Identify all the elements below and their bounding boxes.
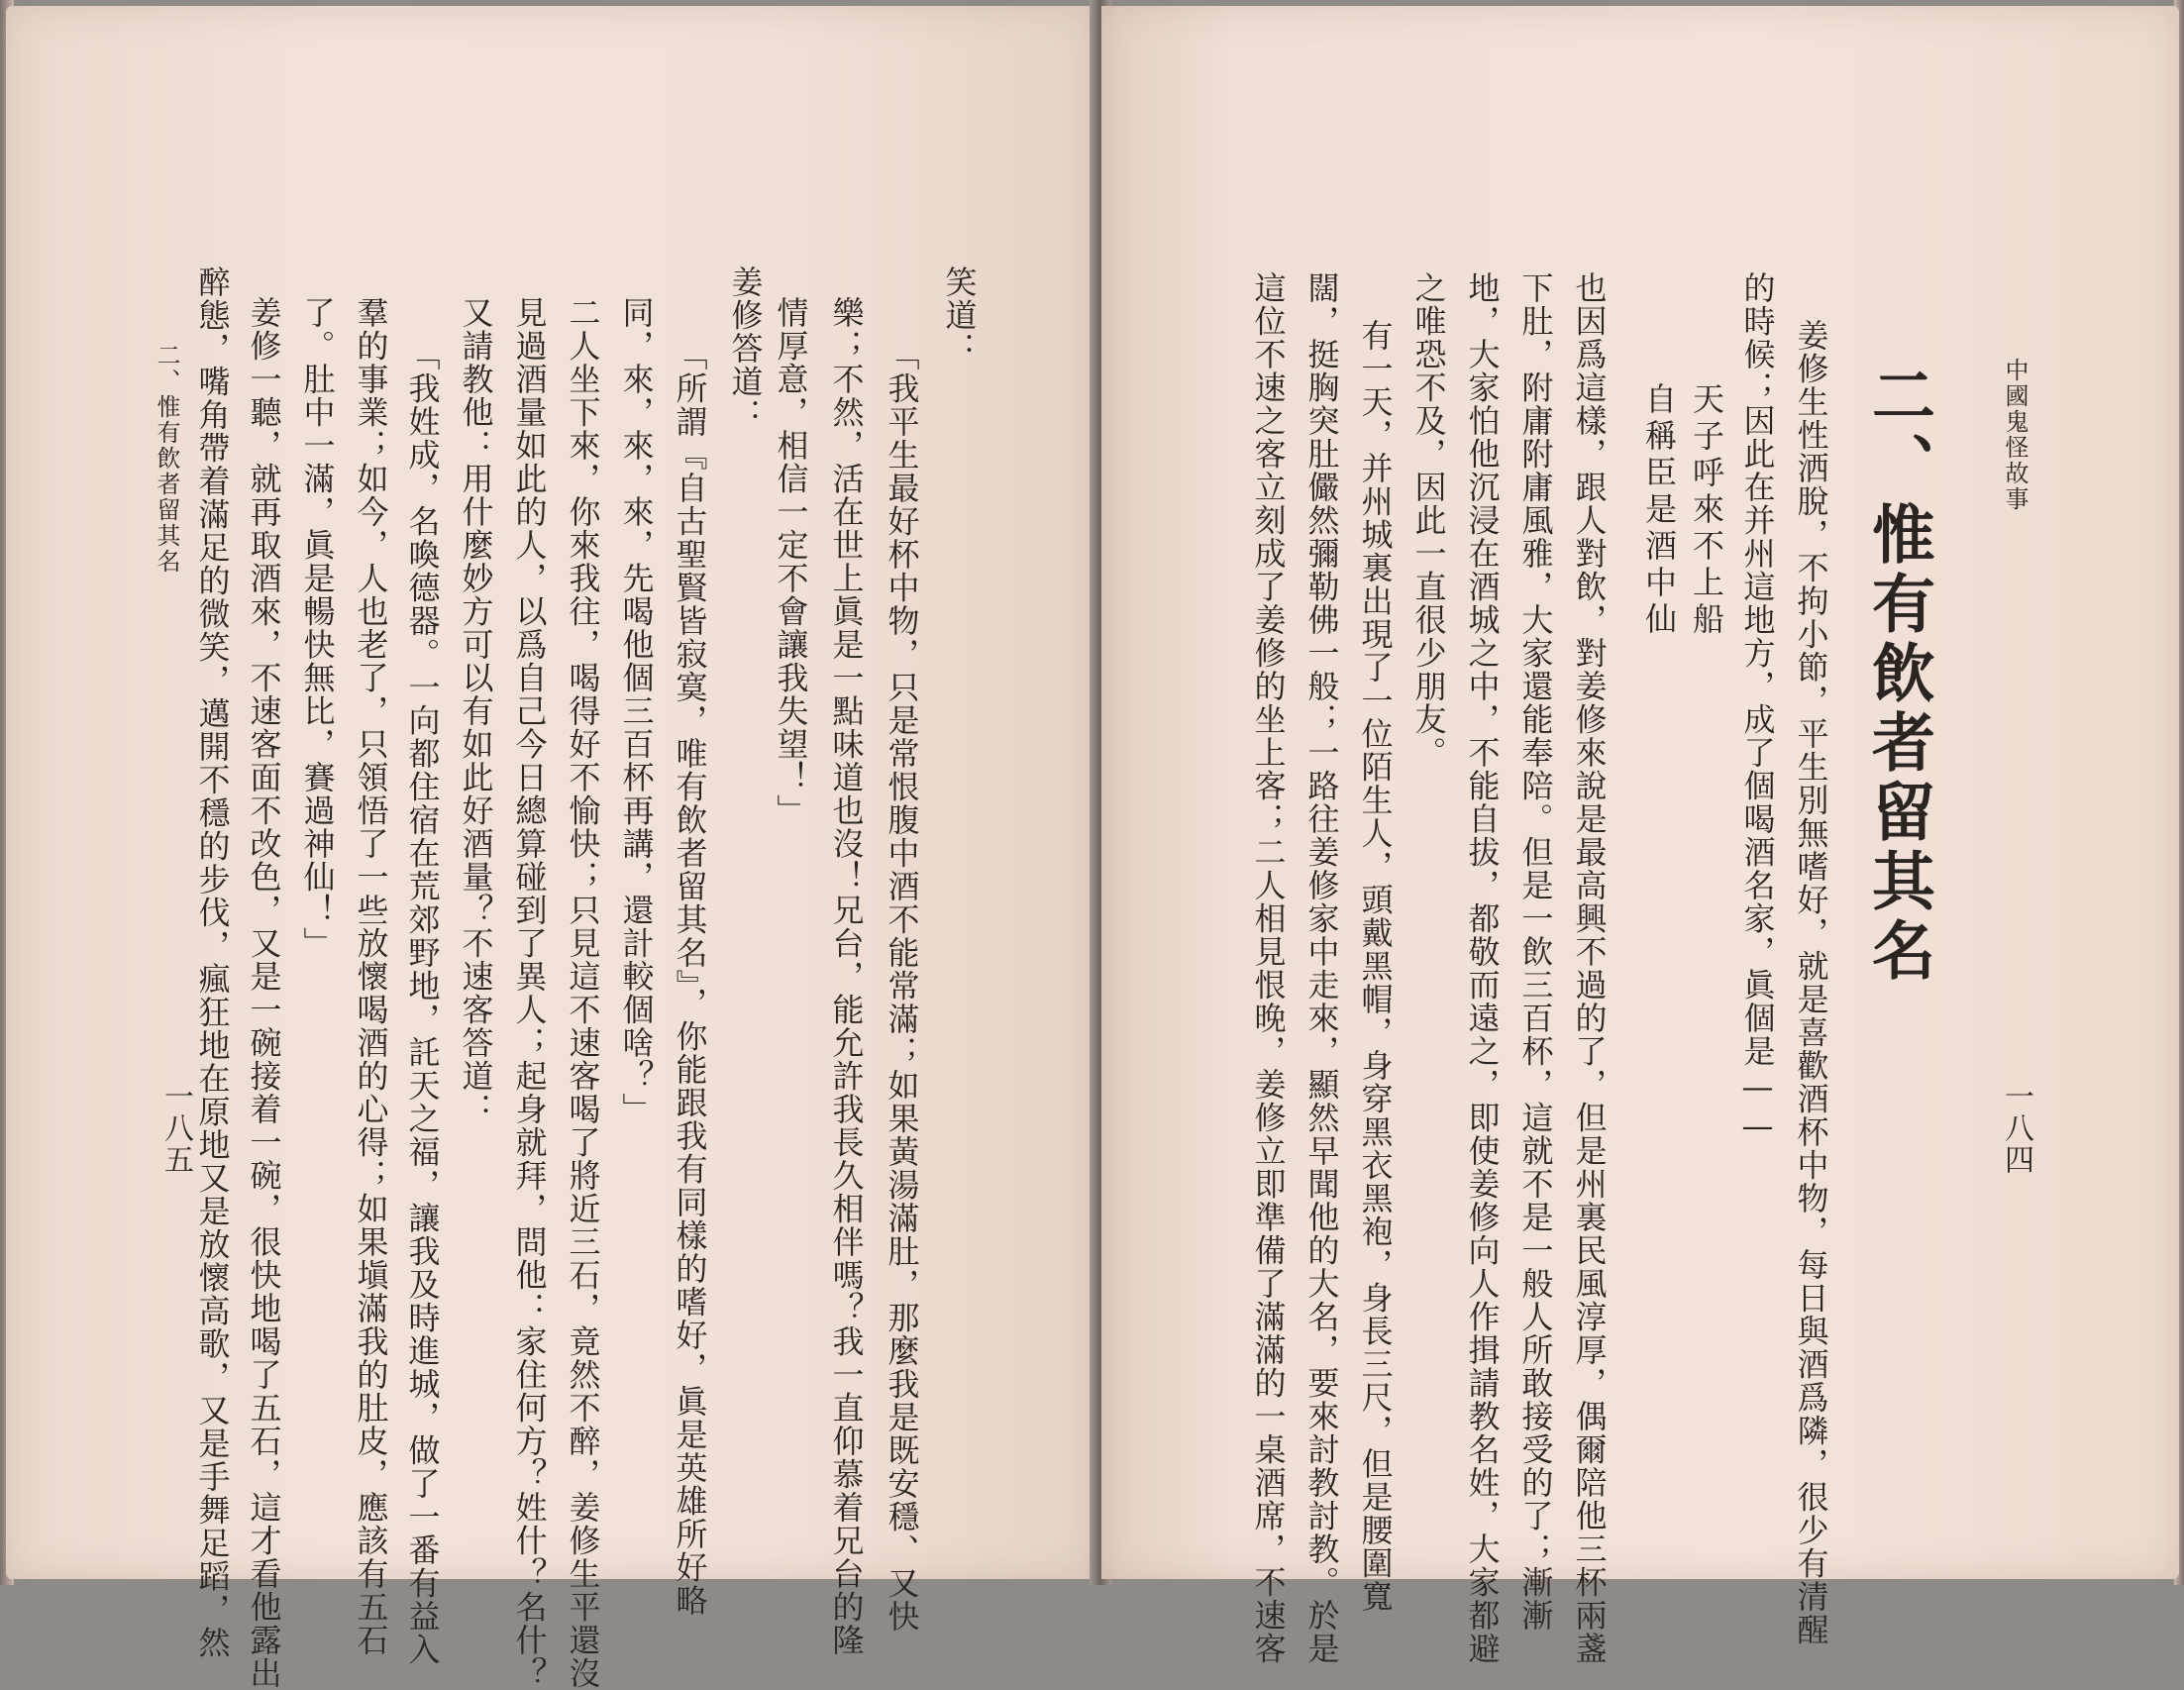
body-line: 也因爲這樣，跟人對飲，對姜修來說是最高興不過的了，但是州裏民風淳厚，偶爾陪他三杯兩盞 bbox=[1570, 271, 1609, 1665]
body-line: 下肚，附庸附庸風雅，大家還能奉陪。但是一飲三百杯，這就不是一般人所敢接受的了；漸漸 bbox=[1516, 271, 1555, 1633]
intro-line: 姜修生性洒脫，不拘小節，平生別無嗜好，就是喜歡酒杯中物，每日與酒爲隣，很少有清醒 bbox=[1792, 319, 1830, 1646]
body-line: 「我平生最好杯中物，只是常恨腹中酒不能常滿；如果黃湯滿肚，那麼我是既安穩、又快 bbox=[883, 339, 921, 1634]
page-number: 一八四 bbox=[1999, 1081, 2033, 1176]
body-line: 姜修答道： bbox=[726, 265, 765, 432]
poem-line: 天子呼來不上船 bbox=[1688, 382, 1725, 639]
body-line: 又請教他：用什麼妙方可以有如此好酒量？不速客答道： bbox=[457, 296, 495, 1126]
body-line: 之唯恐不及，因此一直很少朋友。 bbox=[1409, 271, 1448, 770]
page-number: 一八五 bbox=[158, 1081, 193, 1176]
body-line: 「我姓成，名喚德器。一向都住宿在荒郊野地，託天之福，讓我及時進城，做了一番有益入 bbox=[403, 339, 442, 1666]
body-line: 同，來，來，來，先喝他個三百杯再講，還計較個啥？」 bbox=[617, 296, 656, 1126]
body-line: 有一天，并州城裏出現了一位陌生人，頭戴黑帽，身穿黑衣黑袍，身長三尺，但是腰圍寬 bbox=[1356, 319, 1395, 1614]
body-line: 姜修一聽，就再取酒來，不速客面不改色，又是一碗接着一碗，很快地喝了五石，這才看他露出 bbox=[245, 296, 283, 1690]
poem-line: 自稱臣是酒中仙 bbox=[1640, 382, 1678, 639]
body-line: 地，大家怕他沉浸在酒城之中，不能自拔，都敬而遠之，即使姜修向人作揖請教名姓，大家都避 bbox=[1463, 271, 1502, 1665]
body-line: 這位不速之客立刻成了姜修的坐上客；二人相見恨晚，姜修立即準備了滿滿的一桌酒席，不速客 bbox=[1249, 271, 1288, 1665]
body-line: 情厚意，相信一定不會讓我失望！」 bbox=[772, 296, 810, 827]
chapter-title: 二、惟有飲者留其名 bbox=[1861, 363, 1934, 987]
body-line: 羣的事業；如今，人也老了，只領悟了一些放懷喝酒的心得；如果塡滿我的肚皮，應該有五石 bbox=[352, 296, 390, 1657]
running-footer: 二、惟有飲者留其名 bbox=[153, 343, 180, 575]
body-line: 了。肚中一滿，眞是暢快無比，賽過神仙！」 bbox=[298, 296, 337, 960]
body-line: 樂；不然，活在世上眞是一點味道也沒！兄台，能允許我長久相伴嗎？我一直仰慕着兄台的隆 bbox=[827, 296, 866, 1657]
left-page bbox=[6, 6, 1095, 1690]
body-line: 闊，挺胸突肚儼然彌勒佛一般；一路往姜修家中走來，顯然早聞他的大名，要來討教討教。於是 bbox=[1302, 271, 1341, 1665]
intro-line: 的時候；因此在并州這地方，成了個喝酒名家，眞個是—— bbox=[1738, 271, 1777, 1146]
right-page bbox=[1101, 6, 2179, 1665]
body-line: 笑道： bbox=[940, 265, 979, 366]
body-line: 「所謂『自古聖賢皆寂寞，唯有飲者留其名』，你能跟我有同樣的嗜好，眞是英雄所好略 bbox=[671, 339, 709, 1618]
running-header: 中國鬼怪故事 bbox=[2001, 358, 2028, 512]
body-line: 見過酒量如此的人，以爲自己今日總算碰到了異人；起身就拜，問他：家住何方？姓什？名什？ bbox=[510, 296, 549, 1690]
body-line: 醉態，嘴角帶着滿足的微笑，邁開不穩的步伐，瘋狂地在原地又是放懷高歌，又是手舞足蹈，然 bbox=[193, 265, 232, 1659]
body-line: 二人坐下來，你來我往，喝得好不愉快；只見這不速客喝了將近三石，竟然不醉，姜修生平還沒 bbox=[564, 296, 602, 1690]
